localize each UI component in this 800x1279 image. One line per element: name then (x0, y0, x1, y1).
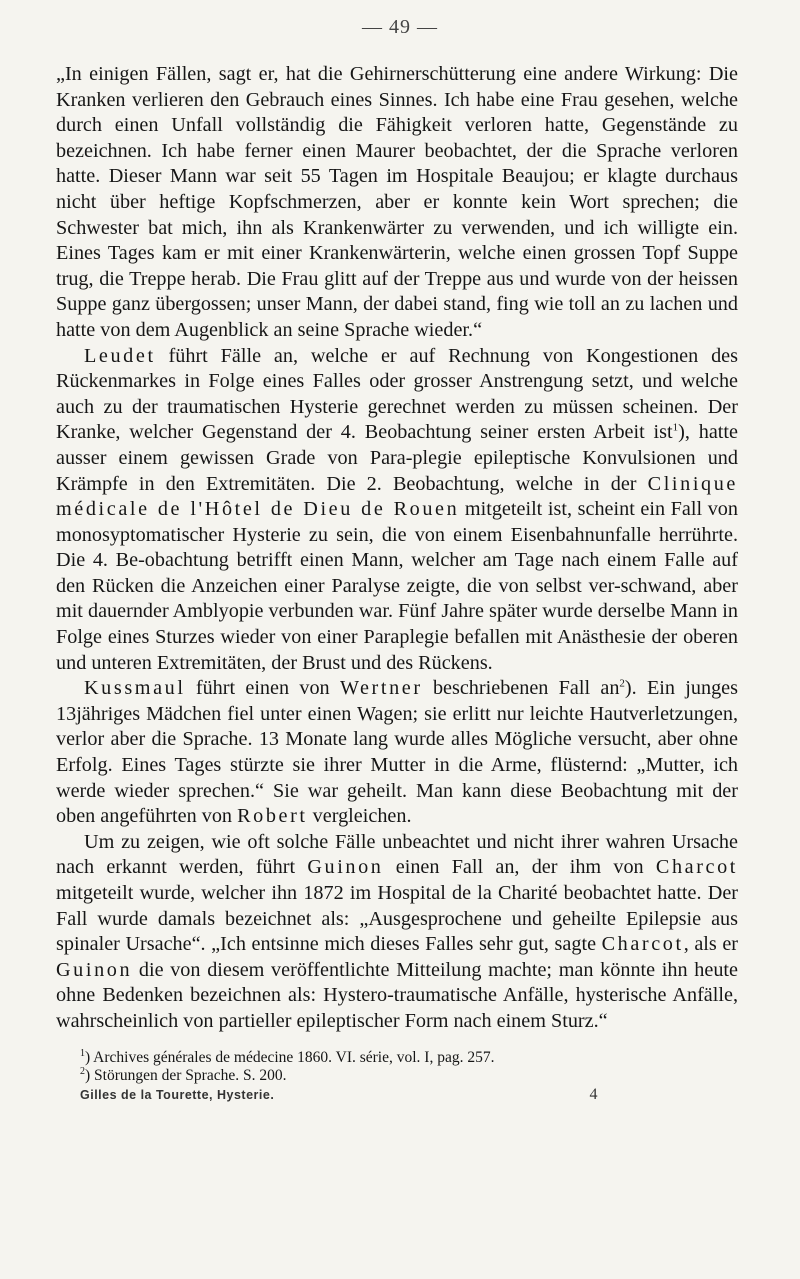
paragraph-4 (56, 830, 738, 1035)
paragraph-1 (56, 62, 738, 344)
author-name: Charcot (601, 933, 684, 956)
signature-text: Gilles de la Tourette, Hysterie. (80, 1087, 275, 1102)
signature-number: 4 (589, 1085, 598, 1103)
footnote-text: ) Archives générales de médecine 1860. VI. série, vol. I, pag. 257. (85, 1048, 495, 1066)
paragraph-text: beschriebenen Fall an (422, 677, 620, 700)
author-name: Charcot (655, 856, 739, 879)
paragraph-text: mitgeteilt ist, scheint ein Fall von monosyptomatischer Hysterie zu sein, die von einem Eisenbahnunfalle herrührte. Die 4. Be-obachtung betrifft einen Mann, welcher am Tage nach einem Falle auf den Rücken die Anzeichen einer Paralyse zeigte, die von selbst ver-schwand, aber mit dauernder Amblyopie verbunden war. Fünf Jahre später wurde derselbe Mann in Folge eines Sturzes wieder von einer Paraplegie befallen mit Anästhesie der oberen und unteren Extremitäten, der Brust und des Rückens. (56, 498, 738, 674)
institution-name: Clinique médicale de l'Hôtel de Dieu de Rouen (56, 472, 738, 521)
paragraph-3 (56, 676, 738, 830)
footnote-1 (80, 1049, 738, 1068)
author-name: Guinon (307, 856, 384, 879)
footnote-mark: 1 (80, 1047, 85, 1059)
footnote-2 (80, 1067, 738, 1086)
footnote-text: ) Störungen der Sprache. S. 200. (85, 1067, 287, 1085)
paragraph-text: ), hatte ausser einem gewissen Grade von Para-plegie epileptische Konvulsionen und Krämpfe in den Extremitäten. Die 2. Beobachtung, welche in der (56, 421, 738, 495)
paragraph-2 (56, 344, 738, 677)
body-text (56, 62, 738, 1035)
author-name: Kussmaul (84, 677, 186, 700)
paragraph-text: mitgeteilt wurde, welcher ihn 1872 im Hospital de la Charité beobachtet hatte. Der Fall wurde damals bezeichnet als: „Ausgesprochene und geheilte Epilepsie aus spinaler Ursache“. „Ich entsinne mich dieses Falles sehr gut, sagte (56, 882, 738, 956)
paragraph-text: Um zu zeigen, wie oft solche Fälle unbeachtet und nicht ihrer wahren Ursache nach erkannt werden, führt (56, 830, 738, 879)
paragraph-text: führt Fälle an, welche er auf Rechnung von Kongestionen des Rückenmarkes in Folge eines Falles oder grosser Anstrengung setzt, und welche auch zu der traumatischen Hysterie gerechnet werden zu müssen scheinen. Der Kranke, welcher Gegenstand der 4. Beobachtung seiner ersten Arbeit ist (56, 344, 738, 444)
paragraph-text: ). Ein junges 13jähriges Mädchen fiel unter einen Wagen; sie erlitt nur leichte Hautverletzungen, verlor aber die Sprache. 13 Monate lang wurde alles Mögliche versucht, aber ohne Erfolg. Eines Tages stürzte sie ihrer Mutter in die Arme, flüsternd: „Mutter, ich werde wieder sprechen.“ Sie war geheilt. Man kann diese Beobachtung mit der oben angeführten von (56, 677, 738, 828)
author-name: Wertner (339, 677, 423, 700)
footnotes (56, 1049, 738, 1105)
paragraph-text: „In einigen Fällen, sagt er, hat die Gehirnerschütterung eine andere Wirkung: Die Kranken verlieren den Gebrauch eines Sinnes. Ich habe eine Frau gesehen, welche durch einen Unfall vollständig die Fähigkeit verloren hatte, Gegenstände zu bezeichnen. Ich habe ferner einen Maurer beobachtet, der die Sprache verloren hatte. Dieser Mann war seit 55 Tagen im Hospitale Beaujou; er klagte durchaus nicht über heftige Kopfschmerzen, aber er konnte kein Wort sprechen; die Schwester bat mich, ihn als Krankenwärter zu verwenden, und ich willigte ein. Eines Tages kam er mit einer Krankenwärterin, welche einen grossen Topf Suppe trug, die Treppe herab. Die Frau glitt auf der Treppe aus und wurde von der heissen Suppe ganz übergossen; unser Mann, der dabei stand, fing wie toll an zu lachen und hatte von dem Augenblick an seine Sprache wieder.“ (56, 63, 738, 341)
paragraph-text: , als er (683, 933, 739, 956)
footnote-ref: 2 (619, 677, 625, 690)
paragraph-text: einen Fall an, der ihm von (383, 856, 656, 879)
page-number: — 49 — (362, 16, 438, 38)
author-name: Guinon (56, 958, 133, 981)
paragraph-text: führt einen von (185, 677, 340, 700)
paragraph-text: die von diesem veröffentlichte Mitteilung machte; man könnte ihn heute ohne Bedenken bezeichnen als: Hystero-traumatische Anfälle, hysterische Anfälle, wahrscheinlich von partieller epileptischer Form nach einem Sturz.“ (56, 958, 738, 1032)
footnote-ref: 1 (672, 421, 679, 434)
footnote-mark: 2 (80, 1065, 85, 1077)
author-name: Leudet (84, 344, 156, 367)
printer-signature (80, 1086, 738, 1105)
paragraph-text: vergleichen. (307, 805, 412, 828)
author-name: Robert (237, 805, 308, 828)
